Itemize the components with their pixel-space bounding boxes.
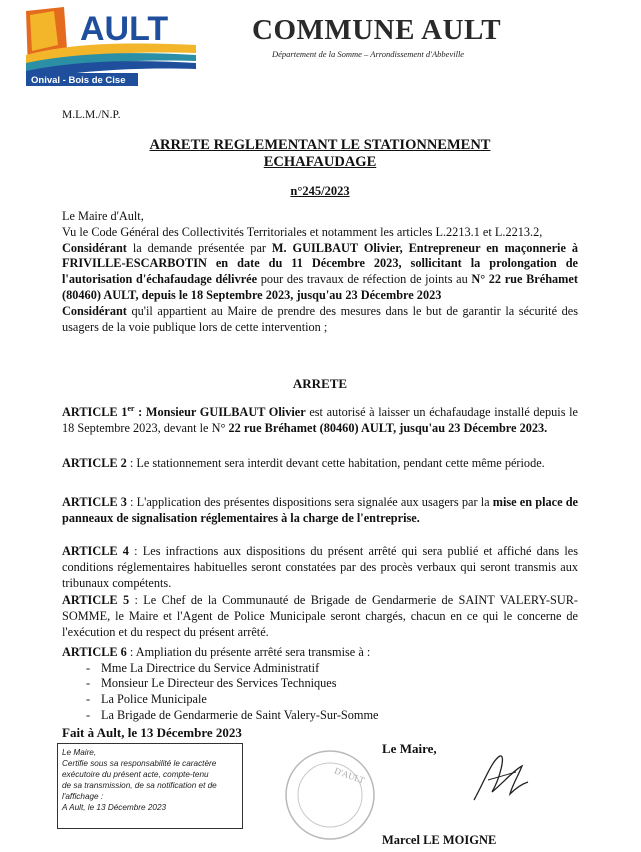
article-label: ARTICLE 6 xyxy=(62,645,127,659)
article-label: ARTICLE 5 xyxy=(62,593,130,607)
document-title xyxy=(62,137,578,171)
recipient-item: - Mme La Directrice du Service Administratif xyxy=(62,661,578,677)
preamble-considerant-2 xyxy=(62,304,578,336)
considerant-label: Considérant xyxy=(62,303,127,318)
certification-line: exécutoire du présent acte, compte-tenu xyxy=(62,770,209,779)
preamble xyxy=(62,209,578,335)
signatory-name: Marcel LE MOIGNE xyxy=(382,833,497,847)
certification-line: Le Maire, xyxy=(62,748,97,757)
article-bold: 22 rue Bréhamet (80460) AULT, jusqu'au 23 Décembre 2023. xyxy=(228,420,548,435)
article-text: : Le Chef de la Communauté de Brigade de Gendarmerie de SAINT VALERY-SUR-SOMME, le Maire et l'Agent de Police Municipale seront chargés, chacun en ce qui le concerne de l'exécution et du respect du présent arrêté. xyxy=(62,593,578,639)
logo-subtitle: Onival - Bois de Cise xyxy=(31,75,126,86)
certification-line: l'affichage : xyxy=(62,792,104,801)
article-6-intro xyxy=(62,645,578,661)
certification-box xyxy=(57,743,243,829)
article-colon: : xyxy=(134,405,146,420)
article-text: : Le stationnement sera interdit devant cette habitation, pendant cette même période. xyxy=(126,456,545,470)
article-label: ARTICLE 1 xyxy=(62,405,128,420)
preamble-vu: Vu le Code Général des Collectivités Territoriales et notamment les articles L.2213.1 et L.2213.2, xyxy=(62,224,543,239)
arrete-number: n°245/2023 xyxy=(290,184,350,198)
article-1 xyxy=(62,401,578,437)
title-line-1: ARRETE REGLEMENTANT LE STATIONNEMENT xyxy=(149,137,491,153)
article-label: ARTICLE 3 xyxy=(62,495,127,509)
recipient-list xyxy=(62,661,578,723)
department-line: Département de la Somme – Arrondissement d'Abbeville xyxy=(272,49,465,59)
article-label: ARTICLE 4 xyxy=(62,544,129,558)
stamp-text: D'AULT xyxy=(333,765,366,786)
considerant-text: pour des travaux de réfection de joints au xyxy=(257,272,472,287)
article-bold: mise en place de panneaux de signalisation réglementaires à la charge de l'entreprise. xyxy=(62,495,578,525)
handwritten-signature xyxy=(470,752,530,807)
article-6 xyxy=(62,645,578,723)
commune-logo xyxy=(24,5,198,87)
title-line-2: ECHAFAUDAGE xyxy=(263,154,377,170)
article-2 xyxy=(62,456,578,472)
article-text: : L'application des présentes dispositions sera signalée aux usagers par la xyxy=(126,495,493,509)
article-text: : Les infractions aux dispositions du présent arrêté qui sera publié et affiché dans les conditions réglementaires habituelles seront constatées par des procès verbaux qui seront transmis aux tribunaux compétents. xyxy=(62,544,578,590)
recipient-item: - Monsieur Le Directeur des Services Techniques xyxy=(62,676,578,692)
considerant-bold: M. GUILBAUT Olivier, Entrepreneur en maçonnerie à FRIVILLE-ESCARBOTIN en date du 11 Décembre 2023, sollicitant la prolongation de l'autorisation d'échafaudage délivrée xyxy=(62,240,578,287)
signature-label: Le Maire, xyxy=(382,741,437,756)
article-4 xyxy=(62,544,578,591)
article-bold: Monsieur GUILBAUT Olivier xyxy=(145,405,306,420)
article-3 xyxy=(62,495,578,527)
article-sup: er xyxy=(127,404,135,413)
certification-line: de sa transmission, de sa notification et de xyxy=(62,781,217,790)
considerant-bold: N° 22 rue Bréhamet (80460) AULT, depuis le 18 Septembre 2023, jusqu'au 23 Décembre 2023 xyxy=(62,272,578,302)
considerant-text: qu'il appartient au Maire de prendre des mesures dans le but de garantir la sécurité des usagers de la voie publique lors de cette intervention ; xyxy=(62,303,578,334)
article-label: ARTICLE 2 xyxy=(62,456,127,470)
commune-name: COMMUNE AULT xyxy=(252,14,502,46)
considerant-text: la demande présentée par xyxy=(126,240,272,255)
certification-line: Certifie sous sa responsabilité le caractère xyxy=(62,759,217,768)
recipient-item: - La Police Municipale xyxy=(62,692,578,708)
article-text: : Ampliation du présente arrêté sera transmise à : xyxy=(126,645,371,659)
preamble-maire: Le Maire d'Ault, xyxy=(62,209,144,223)
considerant-label: Considérant xyxy=(62,240,127,255)
official-stamp xyxy=(282,747,378,843)
recipient-item: - La Brigade de Gendarmerie de Saint Valery-Sur-Somme xyxy=(62,708,578,724)
certification-line: A Ault, le 13 Décembre 2023 xyxy=(62,803,167,812)
preamble-considerant-1 xyxy=(62,241,578,304)
article-text: est autorisé à laisser un échafaudage installé depuis le 18 Septembre 2023, devant le N° xyxy=(62,405,579,435)
arrete-heading: ARRETE xyxy=(292,376,348,391)
fait-a-date: Fait à Ault, le 13 Décembre 2023 xyxy=(62,725,242,740)
logo-text: AULT xyxy=(80,10,169,48)
reference-code: M.L.M./N.P. xyxy=(62,109,121,121)
article-5 xyxy=(62,593,578,640)
